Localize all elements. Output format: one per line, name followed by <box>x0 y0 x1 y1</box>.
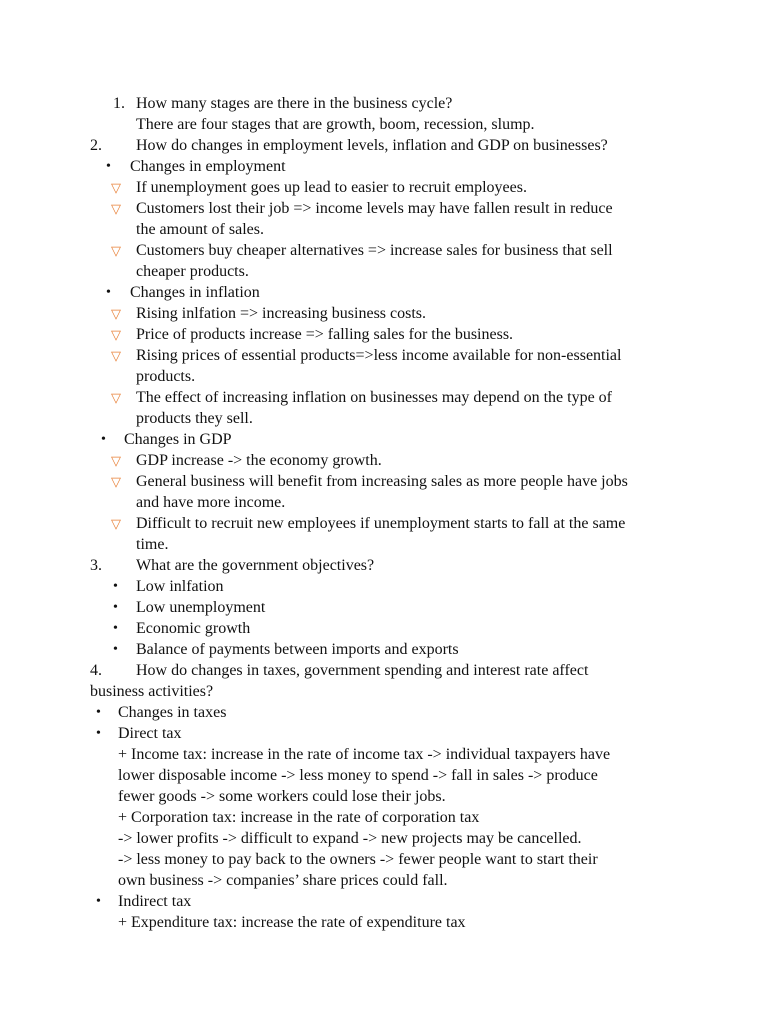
gdp-point: Difficult to recruit new employees if unemployment starts to fall at the same <box>136 515 626 532</box>
triangle-bullet-icon: ▽ <box>111 348 121 363</box>
q1-question: How many stages are there in the business cycle? <box>136 95 453 112</box>
q3-question: What are the government objectives? <box>136 557 375 574</box>
gdp-point: General business will benefit from increasing sales as more people have jobs <box>136 473 628 490</box>
gdp-point: GDP increase -> the economy growth. <box>136 452 382 469</box>
q4-question: How do changes in taxes, government spending and interest rate affect <box>136 662 589 679</box>
inflation-point: The effect of increasing inflation on businesses may depend on the type of <box>136 389 613 406</box>
bullet-icon: • <box>96 894 101 909</box>
bullet-icon: • <box>96 726 101 741</box>
triangle-bullet-icon: ▽ <box>111 516 121 531</box>
direct-tax-line: -> lower profits -> difficult to expand -> new projects may be cancelled. <box>118 830 582 847</box>
employment-point: Customers buy cheaper alternatives => increase sales for business that sell <box>136 242 613 259</box>
gdp-point-cont: time. <box>136 536 169 553</box>
triangle-bullet-icon: ▽ <box>111 180 121 195</box>
direct-tax-line: + Income tax: increase in the rate of income tax -> individual taxpayers have <box>118 746 611 763</box>
triangle-bullet-icon: ▽ <box>111 453 121 468</box>
direct-tax-line: + Corporation tax: increase in the rate of corporation tax <box>118 809 480 826</box>
bullet-icon: • <box>113 621 118 636</box>
changes-taxes-item: Changes in taxes <box>118 704 227 721</box>
employment-heading: Changes in employment <box>130 158 286 175</box>
bullet-icon: • <box>113 642 118 657</box>
bullet-icon: • <box>113 579 118 594</box>
inflation-point-cont: products they sell. <box>136 410 253 427</box>
objective-item: Balance of payments between imports and exports <box>136 641 459 658</box>
direct-tax-line: -> less money to pay back to the owners -> fewer people want to start their <box>118 851 598 868</box>
q1-answer: There are four stages that are growth, boom, recession, slump. <box>136 116 535 133</box>
bullet-icon: • <box>106 285 111 300</box>
inflation-point: Rising inlfation => increasing business costs. <box>136 305 427 322</box>
triangle-bullet-icon: ▽ <box>111 201 121 216</box>
gdp-heading: Changes in GDP <box>124 431 232 448</box>
objective-item: Low inlfation <box>136 578 224 595</box>
triangle-bullet-icon: ▽ <box>111 327 121 342</box>
bullet-icon: • <box>101 432 106 447</box>
bullet-icon: • <box>96 705 101 720</box>
q4-question-cont: business activities? <box>90 683 214 700</box>
q1-number: 1. <box>113 95 125 112</box>
bullet-icon: • <box>106 159 111 174</box>
employment-point: If unemployment goes up lead to easier to recruit employees. <box>136 179 527 196</box>
triangle-bullet-icon: ▽ <box>111 306 121 321</box>
q3-number: 3. <box>90 557 102 574</box>
employment-point: Customers lost their job => income levels may have fallen result in reduce <box>136 200 613 217</box>
objective-item: Low unemployment <box>136 599 266 616</box>
q4-number: 4. <box>90 662 102 679</box>
employment-point-cont: cheaper products. <box>136 263 249 280</box>
triangle-bullet-icon: ▽ <box>111 474 121 489</box>
inflation-heading: Changes in inflation <box>130 284 260 301</box>
direct-tax-item: Direct tax <box>118 725 182 742</box>
employment-point-cont: the amount of sales. <box>136 221 264 238</box>
gdp-point-cont: and have more income. <box>136 494 286 511</box>
indirect-tax-line: + Expenditure tax: increase the rate of expenditure tax <box>118 914 466 931</box>
direct-tax-line: lower disposable income -> less money to spend -> fall in sales -> produce <box>118 767 598 784</box>
direct-tax-line: fewer goods -> some workers could lose their jobs. <box>118 788 446 805</box>
triangle-bullet-icon: ▽ <box>111 390 121 405</box>
objective-item: Economic growth <box>136 620 251 637</box>
inflation-point: Rising prices of essential products=>less income available for non-essential <box>136 347 622 364</box>
direct-tax-line: own business -> companies’ share prices could fall. <box>118 872 448 889</box>
bullet-icon: • <box>113 600 118 615</box>
inflation-point: Price of products increase => falling sales for the business. <box>136 326 514 343</box>
triangle-bullet-icon: ▽ <box>111 243 121 258</box>
q2-question: How do changes in employment levels, inflation and GDP on businesses? <box>136 137 608 154</box>
q2-number: 2. <box>90 137 102 154</box>
inflation-point-cont: products. <box>136 368 196 385</box>
indirect-tax-item: Indirect tax <box>118 893 192 910</box>
